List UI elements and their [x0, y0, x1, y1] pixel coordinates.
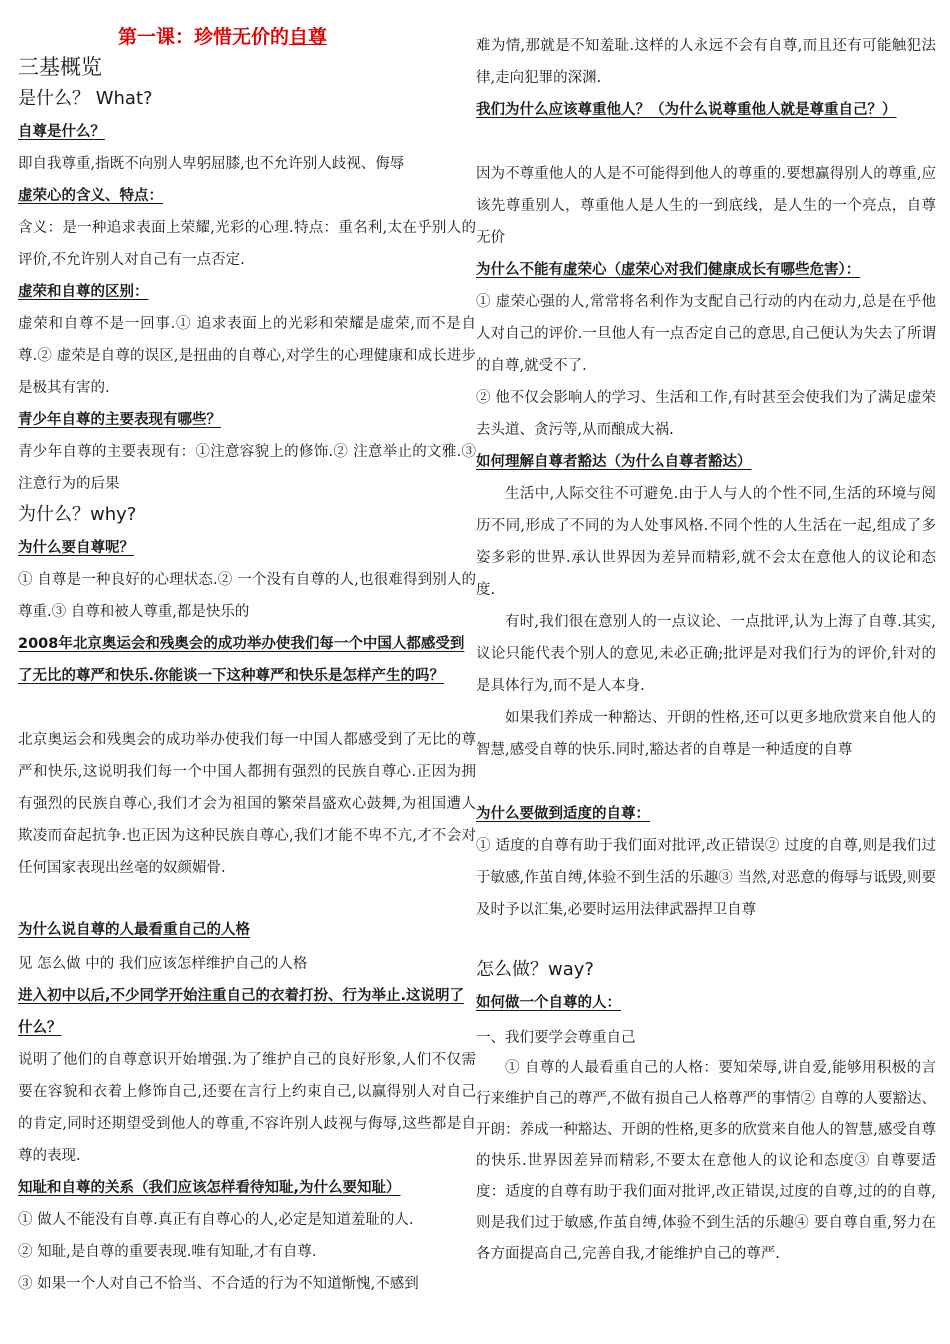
question-vanity: 虚荣心的含义、特点： — [18, 188, 163, 204]
answer-respect-others: 因为不尊重他人的人是不可能得到他人的尊重的.要想赢得别人的尊重,应该先尊重别人，尊重他人是人生的一到底线，是人生的一个亮点，自尊无价 — [476, 166, 936, 246]
question-how: 如何做一个自尊的人： — [476, 995, 621, 1011]
question-vanity-vs-self-respect: 虚荣和自尊的区别： — [18, 284, 149, 300]
why-heading: 为什么？why? — [18, 504, 137, 525]
answer-open-minded-1: 生活中,人际交往不可避免.由于人与人的个性不同,生活的环境与阅历不同,形成了不同的为人处事风格.不同个性的人生活在一起,组成了多姿多彩的世界.承认世界因为差异而精彩,就不会太在意他人的议论和态度. — [476, 486, 936, 598]
question-youth-self-respect: 青少年自尊的主要表现有哪些？ — [18, 412, 221, 428]
question-self-respect: 自尊是什么？ — [18, 124, 105, 140]
question-respect-others: 我们为什么应该尊重他人？（为什么说尊重他人就是尊重自己？） — [476, 102, 897, 118]
answer-self-respect: 即自我尊重,指既不向别人卑躬屈膝,也不允许别人歧视、侮辱 — [18, 156, 405, 172]
title-prefix: 第一课：珍惜无价的 — [118, 26, 290, 48]
question-no-vanity: 为什么不能有虚荣心（虚荣心对我们健康成长有哪些危害）： — [476, 262, 861, 278]
question-why-self-respect: 为什么要自尊呢？ — [18, 540, 134, 556]
answer-youth-self-respect: 青少年自尊的主要表现有：①注意容貌上的修饰.② 注意举止的文雅.③ 注意行为的后果 — [18, 444, 476, 492]
answer-appearance: 说明了他们的自尊意识开始增强.为了维护自己的良好形象,人们不仅需要在容貌和衣着上修饰自己,还要在言行上约束自己,以赢得别人对自己的肯定,同时还期望受到他人的尊重,不容许别人歧视与侮辱,这些都是自尊的表现. — [18, 1052, 476, 1164]
answer-how-intro: 一、我们要学会尊重自己 — [476, 1030, 636, 1046]
what-heading: 是什么？ What? — [18, 88, 153, 109]
page-title — [118, 22, 438, 49]
answer-olympics: 北京奥运会和残奥会的成功举办使我们每一中国人都感受到了无比的尊严和快乐,这说明我们每一个中国人都拥有强烈的民族自尊心.正因为拥有强烈的民族自尊心,我们才会为祖国的繁荣昌盛欢心鼓舞,为祖国遭人欺凌而奋起抗争.也正因为这种民族自尊心,我们才能不卑不亢,才不会对任何国家表现出丝毫的奴颜媚骨. — [18, 732, 476, 876]
answer-open-minded-2: 有时,我们很在意别人的一点议论、一点批评,认为上海了自尊.其实,议论只能代表个别人的意见,未必正确;批评是对我们行为的评价,针对的是具体行为,而不是人本身. — [476, 614, 936, 694]
answer-vanity-vs-self-respect: 虚荣和自尊不是一回事.① 追求表面上的光彩和荣耀是虚荣,而不是自尊.② 虚荣是自尊的误区,是扭曲的自尊心,对学生的心理健康和成长进步是极其有害的. — [18, 316, 476, 396]
question-olympics: 2008年北京奥运会和残奥会的成功举办使我们每一个中国人都感受到了无比的尊严和快乐.你能谈一下这种尊严和快乐是怎样产生的吗？ — [18, 636, 465, 684]
way-heading: 怎么做？way? — [476, 959, 594, 980]
answer-why-self-respect: ① 自尊是一种良好的心理状态.② 一个没有自尊的人,也很难得到别人的尊重.③ 自尊和被人尊重,都是快乐的 — [18, 572, 476, 620]
answer-dignity: 见 怎么做 中的 我们应该怎样维护自己的人格 — [18, 956, 308, 972]
answer-vanity: 含义：是一种追求表面上荣耀,光彩的心理.特点：重名利,太在乎别人的评价,不允许别人对自己有一点否定. — [18, 220, 476, 268]
answer-shame-continued: 难为情,那就是不知羞耻.这样的人永远不会有自尊,而且还有可能触犯法律,走向犯罪的深渊. — [476, 38, 936, 86]
answer-open-minded-3: 如果我们养成一种豁达、开朗的性格,还可以更多地欣赏来自他人的智慧,感受自尊的快乐.同时,豁达者的自尊是一种适度的自尊 — [476, 710, 936, 758]
question-shame: 知耻和自尊的关系（我们应该怎样看待知耻,为什么要知耻） — [18, 1180, 401, 1196]
answer-moderate: ① 适度的自尊有助于我们面对批评,改正错误② 过度的自尊,则是我们过于敏感,作茧自缚,体验不到生活的乐趣③ 当然,对恶意的侮辱与诋毁,则要及时予以汇集,必要时运用法律武器捍卫自尊 — [476, 838, 936, 918]
title-underlined: 自尊 — [289, 26, 328, 48]
question-moderate: 为什么要做到适度的自尊： — [476, 806, 650, 822]
answer-no-vanity-2: ② 他不仅会影响人的学习、生活和工作,有时甚至会使我们为了满足虚荣去头道、贪污等,从而酿成大祸. — [476, 390, 936, 438]
answer-how-body: ① 自尊的人最看重自己的人格：要知荣辱,讲自爱,能够用积极的言行来维护自己的尊严,不做有损自己人格尊严的事情② 自尊的人要豁达、开朗：养成一种豁达、开朗的性格,更多的欣赏来自他人的智慧,感受自尊的快乐.世界因差异而精彩,不要太在意他人的议论和态度③ 自尊要适度：适度的自尊有助于我们面对批评,改正错误,过度的自尊,过的的自尊,则是我们过于敏感,作茧自缚,体验不到生活的乐趣④ 要自尊自重,努力在各方面提高自己,完善自我,才能维护自己的尊严. — [476, 1060, 936, 1262]
question-open-minded: 如何理解自尊者豁达（为什么自尊者豁达） — [476, 454, 752, 470]
answer-no-vanity-1: ① 虚荣心强的人,常常将名利作为支配自己行动的内在动力,总是在乎他人对自己的评价.一旦他人有一点否定自己的意思,自己便认为失去了所谓的自尊,就受不了. — [476, 294, 936, 374]
question-dignity: 为什么说自尊的人最看重自己的人格 — [18, 922, 250, 938]
question-appearance: 进入初中以后,不少同学开始注重自己的衣着打扮、行为举止.这说明了什么？ — [18, 988, 465, 1036]
overview-heading: 三基概览 — [18, 55, 102, 79]
answer-shame-1: ① 做人不能没有自尊.真正有自尊心的人,必定是知道羞耻的人. — [18, 1212, 414, 1228]
answer-shame-3: ③ 如果一个人对自己不恰当、不合适的行为不知道惭愧,不感到 — [18, 1276, 419, 1292]
answer-shame-2: ② 知耻,是自尊的重要表现.唯有知耻,才有自尊. — [18, 1244, 317, 1260]
